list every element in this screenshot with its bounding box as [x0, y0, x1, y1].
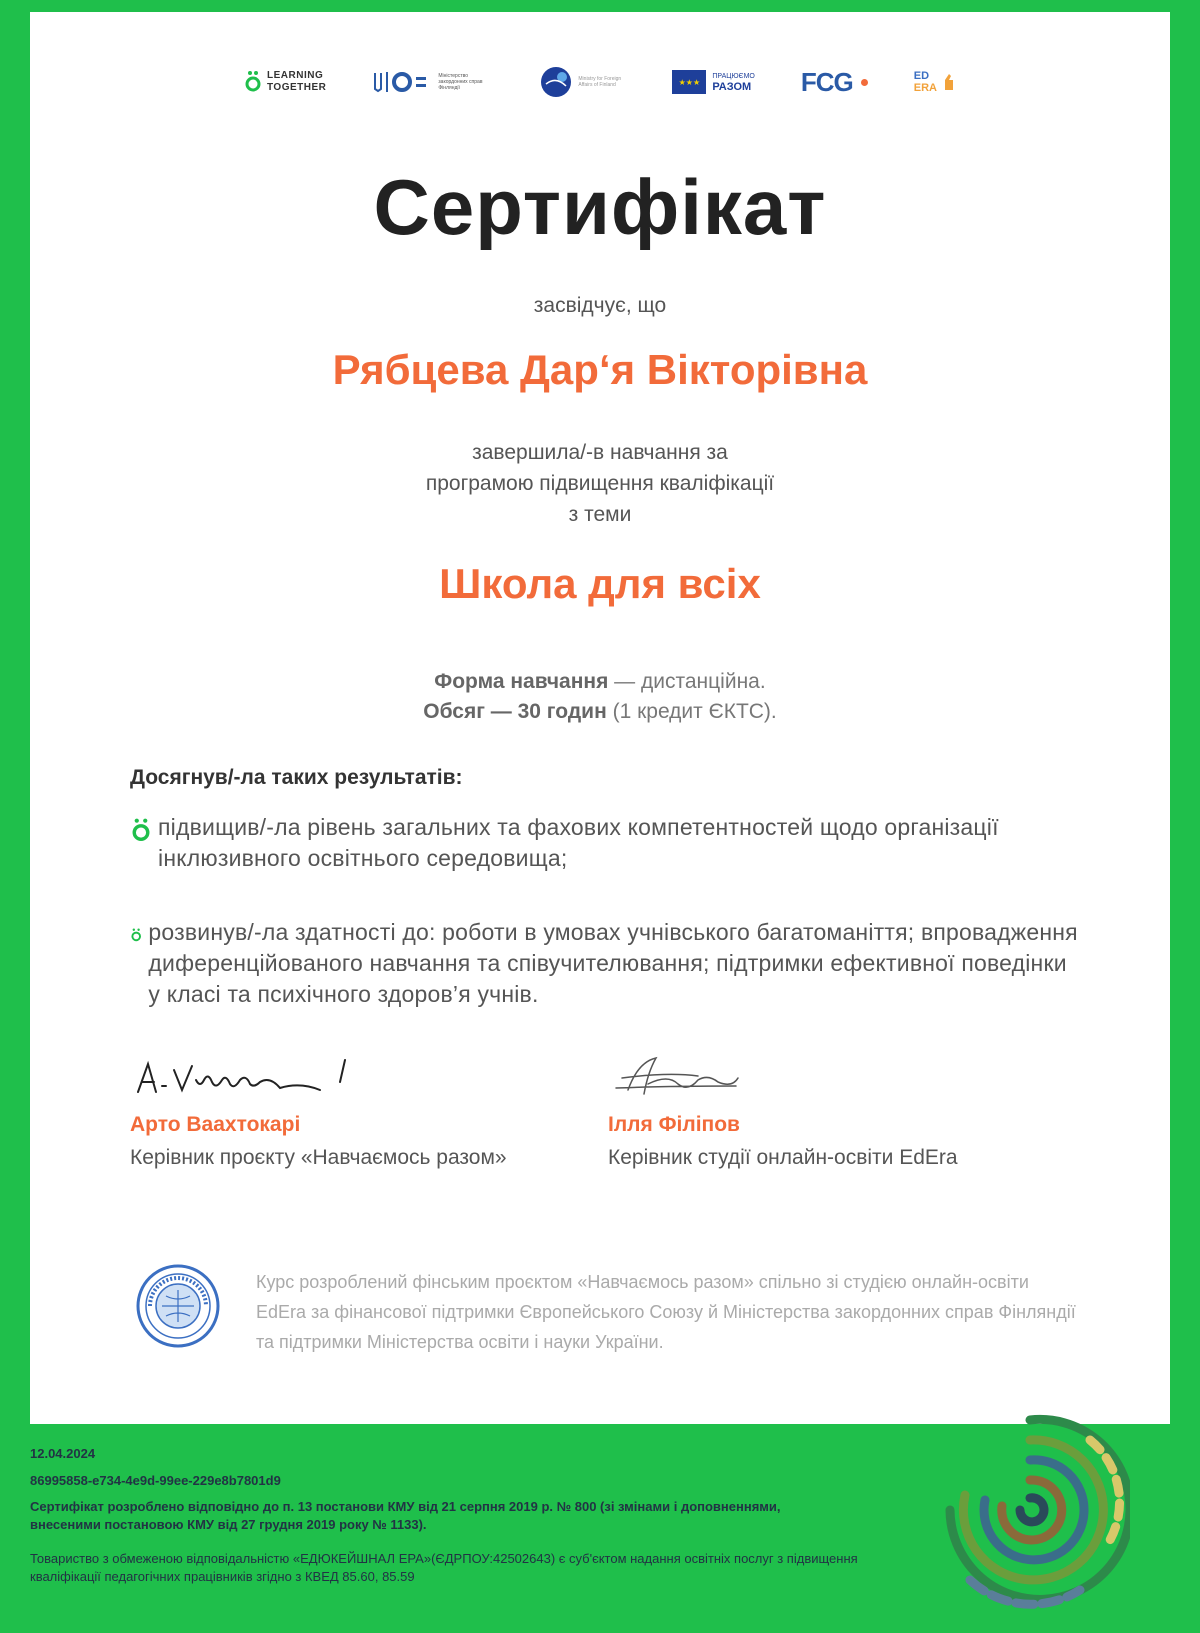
certifies-text: засвідчує, що [533, 294, 667, 317]
result-item [130, 812, 1080, 874]
course-title: Школа для всіх [439, 560, 761, 607]
decorative-spiral-icon [930, 1400, 1130, 1620]
signature-block-1 [130, 1052, 550, 1173]
edera-logo [914, 70, 955, 94]
edera-hand-icon [943, 72, 955, 92]
eu-flag-icon: ★★★ [672, 70, 706, 94]
bullet-icon [130, 814, 152, 846]
learning-together-line2: TOGETHER [267, 82, 327, 93]
fcg-text: FCG [800, 66, 853, 97]
signer-name: Арто Ваахтокарі [130, 1113, 301, 1136]
completion-line-2: програмою підвищення кваліфікації [425, 472, 775, 495]
certificate-footer [30, 1446, 910, 1586]
signer-name: Ілля Філіпов [608, 1113, 740, 1136]
eu-text-top: ПРАЦЮЄМО [712, 73, 755, 80]
completion-text [30, 437, 1170, 530]
signer-role: Керівник студії онлайн-освіти EdEra [608, 1146, 958, 1169]
company-info: Товариство з обмеженою відповідальністю «ЕДЮКЕЙШНАЛ ЕРА»(ЄДРПОУ:42502643) є суб'єктом надання освітніх послуг з підвищення кваліфікації педагогічних працівників згідно з КВЕД 85.60, 85.59 [30, 1551, 858, 1584]
official-seal-icon [136, 1264, 220, 1348]
bullet-icon [130, 919, 142, 951]
mfa-emblem-icon [372, 69, 432, 95]
eu-text-bottom: РАЗОМ [712, 81, 752, 93]
volume-label: Обсяг — 30 годин [423, 700, 607, 723]
form-value: — дистанційна. [608, 670, 766, 693]
learning-together-line1: LEARNING [267, 70, 324, 81]
finland-mfa-logo [540, 66, 626, 98]
issue-date: 12.04.2024 [30, 1446, 96, 1461]
finland-globe-icon [540, 66, 572, 98]
result-text: підвищив/-ла рівень загальних та фахових компетентностей щодо організації інклюзивного освітнього середовища; [158, 814, 999, 871]
certificate-card [30, 12, 1170, 1424]
fcg-logo [801, 67, 868, 98]
volume-value: (1 кредит ЄКТС). [606, 700, 777, 723]
signature-vaahtokari-icon [130, 1052, 370, 1100]
result-item [130, 917, 1080, 1010]
certificate-id: 86995858-e734-4e9d-99ee-229e8b7801d9 [30, 1473, 281, 1488]
form-info [30, 667, 1170, 727]
certificate-title: Сертифікат [373, 163, 827, 251]
fcg-dot-icon [861, 79, 868, 86]
signature-block-2 [608, 1052, 1088, 1173]
eu-logo [672, 70, 754, 94]
mfa-ukraine-logo [372, 69, 494, 95]
recipient-name: Рябцева Дар‘я Вікторівна [332, 346, 868, 393]
completion-line-1: завершила/-в навчання за [472, 441, 728, 464]
result-text: розвинув/-ла здатності до: роботи в умовах учнівського багатоманіття; впровадження диференційованого навчання та співучителювання; підтримки ефективної поведінки у класі та психічного здоров’я учнів. [148, 919, 1078, 1007]
signature-filipov-icon [608, 1052, 748, 1100]
results-title: Досягнув/-ла таких результатів: [130, 766, 463, 789]
partner-logos [30, 60, 1170, 104]
course-footnote: Курс розроблений фінським проєктом «Навчаємось разом» спільно зі студією онлайн-освіти EdEra за фінансової підтримки Європейського Союзу й Міністерства закордонних справ Фінляндії та підтримки Міністерства освіти і науки України. [256, 1272, 1076, 1352]
signer-role: Керівник проєкту «Навчаємось разом» [130, 1146, 507, 1169]
edera-text-bottom: ERA [913, 82, 937, 94]
completion-line-3: з теми [568, 503, 632, 526]
mfa-text: Міністерство закордонних справ Фінляндії [438, 73, 483, 91]
learning-together-icon [245, 70, 261, 94]
legal-basis: Сертифікат розроблено відповідно до п. 13 постанови КМУ від 21 серпня 2019 р. № 800 (зі змінами і доповненнями, внесеними постановою КМУ від 27 грудня 2019 року № 1133). [30, 1499, 781, 1532]
finland-text: Ministry for Foreign Affairs of Finland [578, 76, 622, 88]
learning-together-logo [245, 70, 326, 94]
form-label: Форма навчання [434, 670, 609, 693]
edera-text-top: ED [913, 70, 930, 82]
